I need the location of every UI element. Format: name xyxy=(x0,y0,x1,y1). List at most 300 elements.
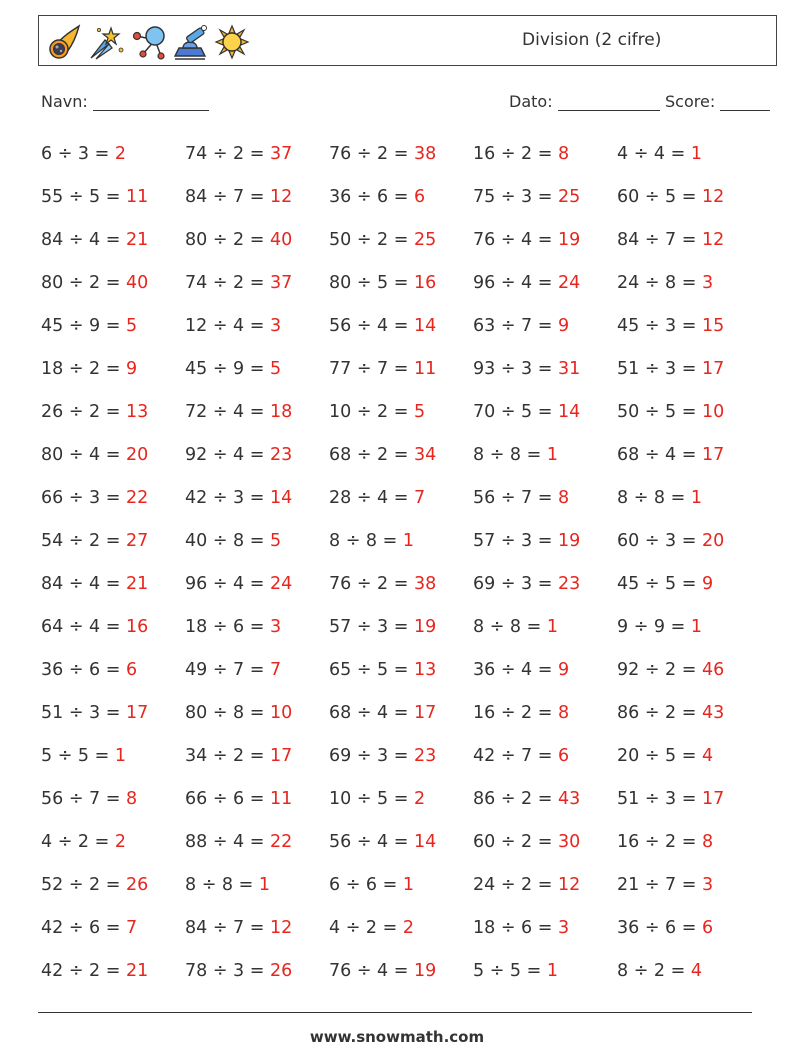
problem-answer: 6 xyxy=(701,918,714,938)
problem-question: 72 ÷ 4 = xyxy=(185,402,270,422)
problem-answer: 34 xyxy=(413,445,437,465)
problem-item xyxy=(329,305,473,348)
problem-item xyxy=(617,692,761,735)
problem-row xyxy=(41,563,761,606)
problem-question: 78 ÷ 3 = xyxy=(185,961,270,981)
problem-answer: 23 xyxy=(557,574,581,594)
problem-row xyxy=(41,692,761,735)
problem-question: 45 ÷ 9 = xyxy=(185,359,270,379)
problem-item xyxy=(185,692,329,735)
problem-item xyxy=(617,434,761,477)
problem-item xyxy=(617,305,761,348)
problem-item xyxy=(41,821,185,864)
problem-row xyxy=(41,434,761,477)
problem-question: 4 ÷ 2 = xyxy=(329,918,403,938)
problem-answer: 2 xyxy=(114,144,126,164)
problem-question: 28 ÷ 4 = xyxy=(329,488,414,508)
problem-answer: 17 xyxy=(701,445,725,465)
problem-question: 68 ÷ 4 = xyxy=(329,703,414,723)
problem-item xyxy=(185,778,329,821)
problem-row xyxy=(41,133,761,176)
problem-item xyxy=(329,477,473,520)
problem-answer: 1 xyxy=(690,144,702,164)
problem-question: 8 ÷ 8 = xyxy=(329,531,403,551)
problem-item xyxy=(329,176,473,219)
problem-question: 50 ÷ 2 = xyxy=(329,230,414,250)
problem-answer: 17 xyxy=(413,703,437,723)
problem-question: 4 ÷ 2 = xyxy=(41,832,115,852)
problem-question: 64 ÷ 4 = xyxy=(41,617,126,637)
problem-answer: 21 xyxy=(125,574,149,594)
problem-answer: 27 xyxy=(125,531,149,551)
problem-item xyxy=(617,391,761,434)
problem-answer: 25 xyxy=(557,187,581,207)
problem-question: 18 ÷ 6 = xyxy=(473,918,558,938)
problem-question: 10 ÷ 2 = xyxy=(329,402,414,422)
problem-question: 10 ÷ 5 = xyxy=(329,789,414,809)
molecule-icon xyxy=(129,22,167,62)
problem-question: 80 ÷ 2 = xyxy=(41,273,126,293)
problem-item xyxy=(617,133,761,176)
problem-item xyxy=(329,133,473,176)
problem-item xyxy=(473,692,617,735)
problem-question: 52 ÷ 2 = xyxy=(41,875,126,895)
problem-answer: 16 xyxy=(125,617,149,637)
problem-answer: 19 xyxy=(413,617,437,637)
worksheet-header xyxy=(38,15,777,66)
problem-question: 65 ÷ 5 = xyxy=(329,660,414,680)
problem-item xyxy=(41,348,185,391)
problem-question: 45 ÷ 9 = xyxy=(41,316,126,336)
problem-item xyxy=(185,262,329,305)
problem-item xyxy=(329,864,473,907)
problem-item xyxy=(41,176,185,219)
problem-question: 56 ÷ 7 = xyxy=(473,488,558,508)
problem-question: 9 ÷ 9 = xyxy=(617,617,691,637)
problem-question: 8 ÷ 8 = xyxy=(473,445,547,465)
problem-question: 60 ÷ 5 = xyxy=(617,187,702,207)
problem-question: 5 ÷ 5 = xyxy=(41,746,115,766)
problem-question: 76 ÷ 2 = xyxy=(329,574,414,594)
problem-answer: 14 xyxy=(413,832,437,852)
problem-item xyxy=(473,262,617,305)
problem-item xyxy=(473,305,617,348)
footer-url: www.snowmath.com xyxy=(309,1028,485,1046)
problem-answer: 3 xyxy=(269,316,282,336)
problem-item xyxy=(473,563,617,606)
score-blank[interactable] xyxy=(720,94,770,111)
problem-question: 57 ÷ 3 = xyxy=(329,617,414,637)
problem-item xyxy=(473,477,617,520)
problem-question: 36 ÷ 6 = xyxy=(329,187,414,207)
problem-item xyxy=(41,520,185,563)
problem-answer: 20 xyxy=(701,531,725,551)
problem-question: 93 ÷ 3 = xyxy=(473,359,558,379)
problem-answer: 11 xyxy=(125,187,149,207)
problem-answer: 14 xyxy=(269,488,293,508)
problem-item xyxy=(41,864,185,907)
problem-question: 12 ÷ 4 = xyxy=(185,316,270,336)
problem-question: 51 ÷ 3 = xyxy=(617,359,702,379)
problem-question: 45 ÷ 3 = xyxy=(617,316,702,336)
problem-item xyxy=(617,348,761,391)
problem-row xyxy=(41,907,761,950)
problem-question: 8 ÷ 2 = xyxy=(617,961,691,981)
problem-answer: 5 xyxy=(413,402,426,422)
problem-answer: 4 xyxy=(690,961,702,981)
problem-item xyxy=(41,563,185,606)
problem-item xyxy=(473,133,617,176)
problem-item xyxy=(329,391,473,434)
problem-answer: 8 xyxy=(701,832,714,852)
problem-item xyxy=(185,391,329,434)
problem-item xyxy=(329,692,473,735)
problem-item xyxy=(185,520,329,563)
problem-row xyxy=(41,176,761,219)
problem-answer: 5 xyxy=(269,359,282,379)
problem-answer: 1 xyxy=(690,488,702,508)
problem-item xyxy=(329,434,473,477)
problem-item xyxy=(41,778,185,821)
problem-question: 16 ÷ 2 = xyxy=(473,703,558,723)
problem-question: 18 ÷ 6 = xyxy=(185,617,270,637)
problem-item xyxy=(617,477,761,520)
problem-item xyxy=(41,649,185,692)
problem-question: 24 ÷ 2 = xyxy=(473,875,558,895)
problem-question: 8 ÷ 8 = xyxy=(473,617,547,637)
problem-item xyxy=(185,305,329,348)
name-field xyxy=(41,92,209,111)
problem-item xyxy=(473,950,617,993)
problem-answer: 40 xyxy=(269,230,293,250)
problem-item xyxy=(473,434,617,477)
problem-item xyxy=(41,219,185,262)
problem-item xyxy=(473,649,617,692)
problem-answer: 23 xyxy=(269,445,293,465)
problem-answer: 10 xyxy=(269,703,293,723)
problem-answer: 30 xyxy=(557,832,581,852)
problem-item xyxy=(41,434,185,477)
problem-answer: 26 xyxy=(125,875,149,895)
problem-answer: 15 xyxy=(701,316,725,336)
problem-answer: 9 xyxy=(557,316,570,336)
problem-item xyxy=(185,606,329,649)
problem-question: 84 ÷ 7 = xyxy=(185,187,270,207)
problem-answer: 1 xyxy=(546,617,558,637)
problem-question: 45 ÷ 5 = xyxy=(617,574,702,594)
problem-question: 88 ÷ 4 = xyxy=(185,832,270,852)
problem-answer: 9 xyxy=(125,359,138,379)
problem-answer: 20 xyxy=(125,445,149,465)
problem-answer: 2 xyxy=(114,832,126,852)
problem-answer: 10 xyxy=(701,402,725,422)
problem-question: 34 ÷ 2 = xyxy=(185,746,270,766)
problem-question: 63 ÷ 7 = xyxy=(473,316,558,336)
problem-answer: 8 xyxy=(557,144,570,164)
icon-strip xyxy=(45,22,251,62)
score-field xyxy=(665,92,770,111)
problem-question: 49 ÷ 7 = xyxy=(185,660,270,680)
problem-question: 50 ÷ 5 = xyxy=(617,402,702,422)
problem-question: 80 ÷ 4 = xyxy=(41,445,126,465)
problem-item xyxy=(617,219,761,262)
comet-icon xyxy=(45,22,83,62)
problem-answer: 14 xyxy=(557,402,581,422)
score-label: Score: xyxy=(665,92,716,111)
problem-question: 74 ÷ 2 = xyxy=(185,273,270,293)
problem-question: 56 ÷ 4 = xyxy=(329,832,414,852)
problem-item xyxy=(41,735,185,778)
problem-question: 42 ÷ 6 = xyxy=(41,918,126,938)
problem-answer: 12 xyxy=(557,875,581,895)
problem-item xyxy=(329,262,473,305)
problem-question: 42 ÷ 7 = xyxy=(473,746,558,766)
problem-item xyxy=(329,778,473,821)
problem-row xyxy=(41,477,761,520)
problem-answer: 4 xyxy=(701,746,714,766)
problem-question: 96 ÷ 4 = xyxy=(185,574,270,594)
problem-answer: 2 xyxy=(402,918,414,938)
problem-question: 77 ÷ 7 = xyxy=(329,359,414,379)
problem-item xyxy=(185,176,329,219)
footer-divider xyxy=(38,1012,752,1013)
problem-item xyxy=(473,176,617,219)
problem-question: 76 ÷ 2 = xyxy=(329,144,414,164)
problem-row xyxy=(41,219,761,262)
problem-item xyxy=(41,391,185,434)
problem-answer: 8 xyxy=(125,789,138,809)
problem-question: 60 ÷ 3 = xyxy=(617,531,702,551)
problem-answer: 37 xyxy=(269,144,293,164)
problem-item xyxy=(185,821,329,864)
problem-question: 56 ÷ 4 = xyxy=(329,316,414,336)
problem-answer: 1 xyxy=(258,875,270,895)
problem-question: 5 ÷ 5 = xyxy=(473,961,547,981)
problem-item xyxy=(473,348,617,391)
problem-answer: 26 xyxy=(269,961,293,981)
problem-item xyxy=(617,606,761,649)
problem-item xyxy=(473,219,617,262)
problem-answer: 7 xyxy=(125,918,138,938)
problem-answer: 1 xyxy=(546,961,558,981)
problem-question: 84 ÷ 4 = xyxy=(41,574,126,594)
problem-item xyxy=(473,907,617,950)
problem-answer: 6 xyxy=(125,660,138,680)
problem-item xyxy=(473,606,617,649)
date-field xyxy=(509,92,660,111)
problem-answer: 19 xyxy=(413,961,437,981)
problem-row xyxy=(41,391,761,434)
problem-question: 96 ÷ 4 = xyxy=(473,273,558,293)
problem-item xyxy=(473,391,617,434)
problem-question: 40 ÷ 8 = xyxy=(185,531,270,551)
problem-row xyxy=(41,821,761,864)
problem-item xyxy=(329,649,473,692)
problem-item xyxy=(185,864,329,907)
problem-answer: 1 xyxy=(546,445,558,465)
problem-answer: 6 xyxy=(413,187,426,207)
problem-question: 66 ÷ 3 = xyxy=(41,488,126,508)
problem-question: 36 ÷ 6 = xyxy=(41,660,126,680)
problem-row xyxy=(41,348,761,391)
problem-item xyxy=(329,348,473,391)
problem-question: 68 ÷ 2 = xyxy=(329,445,414,465)
problem-question: 75 ÷ 3 = xyxy=(473,187,558,207)
problem-item xyxy=(617,649,761,692)
problem-row xyxy=(41,262,761,305)
problem-question: 24 ÷ 8 = xyxy=(617,273,702,293)
problem-item xyxy=(617,864,761,907)
problem-grid xyxy=(41,133,761,993)
problem-item xyxy=(329,950,473,993)
problem-question: 84 ÷ 7 = xyxy=(185,918,270,938)
problem-answer: 3 xyxy=(269,617,282,637)
problem-answer: 7 xyxy=(413,488,426,508)
problem-item xyxy=(473,864,617,907)
problem-question: 54 ÷ 2 = xyxy=(41,531,126,551)
problem-question: 84 ÷ 7 = xyxy=(617,230,702,250)
problem-question: 56 ÷ 7 = xyxy=(41,789,126,809)
problem-item xyxy=(473,520,617,563)
problem-row xyxy=(41,735,761,778)
problem-row xyxy=(41,606,761,649)
problem-question: 36 ÷ 6 = xyxy=(617,918,702,938)
problem-question: 16 ÷ 2 = xyxy=(473,144,558,164)
sun-icon xyxy=(213,22,251,62)
problem-item xyxy=(329,606,473,649)
problem-item xyxy=(329,219,473,262)
problem-question: 6 ÷ 6 = xyxy=(329,875,403,895)
problem-item xyxy=(41,477,185,520)
problem-question: 55 ÷ 5 = xyxy=(41,187,126,207)
problem-answer: 40 xyxy=(125,273,149,293)
problem-answer: 6 xyxy=(557,746,570,766)
problem-row xyxy=(41,649,761,692)
problem-row xyxy=(41,864,761,907)
problem-question: 69 ÷ 3 = xyxy=(329,746,414,766)
problem-item xyxy=(473,735,617,778)
problem-row xyxy=(41,520,761,563)
problem-item xyxy=(617,262,761,305)
problem-question: 6 ÷ 3 = xyxy=(41,144,115,164)
problem-question: 51 ÷ 3 = xyxy=(41,703,126,723)
problem-question: 36 ÷ 4 = xyxy=(473,660,558,680)
problem-answer: 11 xyxy=(413,359,437,379)
problem-answer: 7 xyxy=(269,660,282,680)
problem-question: 26 ÷ 2 = xyxy=(41,402,126,422)
problem-question: 76 ÷ 4 = xyxy=(329,961,414,981)
problem-item xyxy=(617,563,761,606)
problem-item xyxy=(41,692,185,735)
problem-answer: 12 xyxy=(701,230,725,250)
problem-answer: 38 xyxy=(413,144,437,164)
problem-item xyxy=(41,262,185,305)
problem-answer: 9 xyxy=(701,574,714,594)
problem-answer: 2 xyxy=(413,789,426,809)
problem-question: 8 ÷ 8 = xyxy=(185,875,259,895)
problem-answer: 31 xyxy=(557,359,581,379)
problem-question: 18 ÷ 2 = xyxy=(41,359,126,379)
problem-question: 60 ÷ 2 = xyxy=(473,832,558,852)
problem-answer: 17 xyxy=(701,359,725,379)
problem-item xyxy=(617,778,761,821)
problem-item xyxy=(41,907,185,950)
problem-answer: 8 xyxy=(557,703,570,723)
problem-answer: 13 xyxy=(413,660,437,680)
problem-item xyxy=(185,348,329,391)
problem-answer: 1 xyxy=(402,531,414,551)
problem-answer: 3 xyxy=(701,875,714,895)
problem-item xyxy=(185,649,329,692)
problem-answer: 19 xyxy=(557,531,581,551)
problem-answer: 11 xyxy=(269,789,293,809)
problem-answer: 13 xyxy=(125,402,149,422)
problem-answer: 9 xyxy=(557,660,570,680)
date-label: Dato: xyxy=(509,92,553,111)
problem-item xyxy=(329,520,473,563)
problem-question: 86 ÷ 2 = xyxy=(617,703,702,723)
problem-item xyxy=(617,950,761,993)
problem-answer: 22 xyxy=(269,832,293,852)
date-blank[interactable] xyxy=(558,94,660,111)
problem-item xyxy=(617,735,761,778)
problem-question: 51 ÷ 3 = xyxy=(617,789,702,809)
problem-question: 20 ÷ 5 = xyxy=(617,746,702,766)
problem-question: 74 ÷ 2 = xyxy=(185,144,270,164)
problem-answer: 24 xyxy=(557,273,581,293)
problem-question: 92 ÷ 2 = xyxy=(617,660,702,680)
problem-question: 76 ÷ 4 = xyxy=(473,230,558,250)
name-label: Navn: xyxy=(41,92,88,111)
problem-answer: 18 xyxy=(269,402,293,422)
problem-answer: 21 xyxy=(125,230,149,250)
problem-answer: 17 xyxy=(701,789,725,809)
problem-item xyxy=(185,477,329,520)
problem-answer: 16 xyxy=(413,273,437,293)
problem-item xyxy=(617,821,761,864)
problem-answer: 12 xyxy=(701,187,725,207)
problem-item xyxy=(41,950,185,993)
problem-answer: 3 xyxy=(701,273,714,293)
problem-answer: 14 xyxy=(413,316,437,336)
problem-question: 86 ÷ 2 = xyxy=(473,789,558,809)
problem-item xyxy=(41,606,185,649)
problem-answer: 46 xyxy=(701,660,725,680)
problem-answer: 17 xyxy=(125,703,149,723)
problem-question: 80 ÷ 2 = xyxy=(185,230,270,250)
problem-question: 80 ÷ 5 = xyxy=(329,273,414,293)
problem-item xyxy=(329,907,473,950)
problem-item xyxy=(41,133,185,176)
problem-answer: 1 xyxy=(690,617,702,637)
problem-answer: 5 xyxy=(125,316,138,336)
problem-question: 4 ÷ 4 = xyxy=(617,144,691,164)
problem-item xyxy=(617,520,761,563)
problem-item xyxy=(185,950,329,993)
problem-answer: 37 xyxy=(269,273,293,293)
name-blank[interactable] xyxy=(93,94,209,111)
problem-item xyxy=(617,907,761,950)
worksheet-title: Division (2 cifre) xyxy=(522,30,662,50)
problem-question: 42 ÷ 3 = xyxy=(185,488,270,508)
problem-question: 92 ÷ 4 = xyxy=(185,445,270,465)
problem-item xyxy=(41,305,185,348)
problem-answer: 38 xyxy=(413,574,437,594)
problem-answer: 24 xyxy=(269,574,293,594)
problem-item xyxy=(329,821,473,864)
shooting-star-icon xyxy=(87,22,125,62)
problem-question: 21 ÷ 7 = xyxy=(617,875,702,895)
